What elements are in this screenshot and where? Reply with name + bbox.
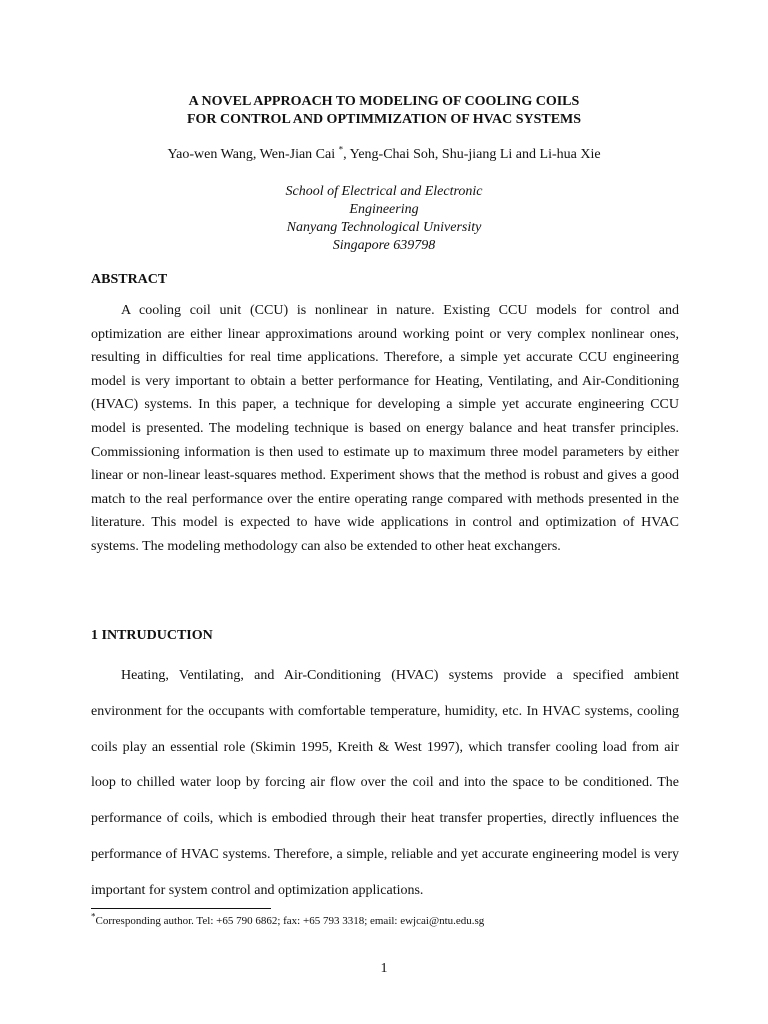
paper-title: [0, 93, 768, 129]
affiliation-line-1: School of Electrical and Electronic: [285, 184, 483, 199]
authors-part-2: , Yeng-Chai Soh, Shu-jiang Li and Li-hua Xie: [343, 147, 601, 162]
title-line-1: A NOVEL APPROACH TO MODELING OF COOLING COILS: [188, 94, 580, 109]
footnote-mark: *: [91, 911, 96, 922]
page-number: 1: [380, 961, 388, 976]
affiliation-line-2: Engineering: [349, 202, 419, 217]
author-list: [0, 144, 768, 163]
introduction-body: Heating, Ventilating, and Air-Conditioning (HVAC) systems provide a specified ambient environment for the occupants with comfortable temperature, humidity, etc. In HVAC systems, cooling coils play an essential role (Skimin 1995, Kreith & West 1997), which transfer cooling load from air loop to chilled water loop by forcing air flow over the coil and into the space to be conditioned. The performance of coils, which is embodied through their heat transfer properties, directly influences the performance of HVAC systems. Therefore, a simple, reliable and yet accurate engineering model is very important for system control and optimization applications.: [91, 668, 679, 898]
corresponding-author-mark: *: [338, 144, 344, 155]
affiliation-line-3: Nanyang Technological University: [286, 220, 482, 235]
affiliation: [0, 183, 768, 255]
footnote-divider: [91, 908, 271, 909]
abstract-body: A cooling coil unit (CCU) is nonlinear in nature. Existing CCU models for control and optimization are either linear approximations around working point or very complex nonlinear ones, resulting in difficulties for real time applications. Therefore, a simple yet accurate CCU engineering model is very important to obtain a better performance for Heating, Ventilating, and Air-Conditioning (HVAC) systems. In this paper, a technique for developing a simple yet accurate engineering CCU model is presented. The modeling technique is based on energy balance and heat transfer principles. Commissioning information is then used to estimate up to maximum three model parameters by either linear or non-linear least-squares method. Experiment shows that the method is robust and gives a good match to the real performance over the entire operating range compared with methods presented in the literature. This model is expected to have wide applications in control and optimization of HVAC systems. The modeling methodology can also be extended to other heat exchangers.: [91, 303, 679, 554]
title-line-2: FOR CONTROL AND OPTIMMIZATION OF HVAC SYSTEMS: [186, 112, 582, 127]
affiliation-line-4: Singapore 639798: [332, 238, 436, 253]
authors-part-1: Yao-wen Wang, Wen-Jian Cai: [167, 147, 339, 162]
introduction-heading: 1 INTRUDUCTION: [91, 628, 213, 643]
footnote-text: Corresponding author. Tel: +65 790 6862; fax: +65 793 3318; email: ewjcai@ntu.edu.sg: [95, 915, 485, 927]
footnote: [91, 911, 485, 927]
abstract-heading: ABSTRACT: [91, 272, 168, 287]
